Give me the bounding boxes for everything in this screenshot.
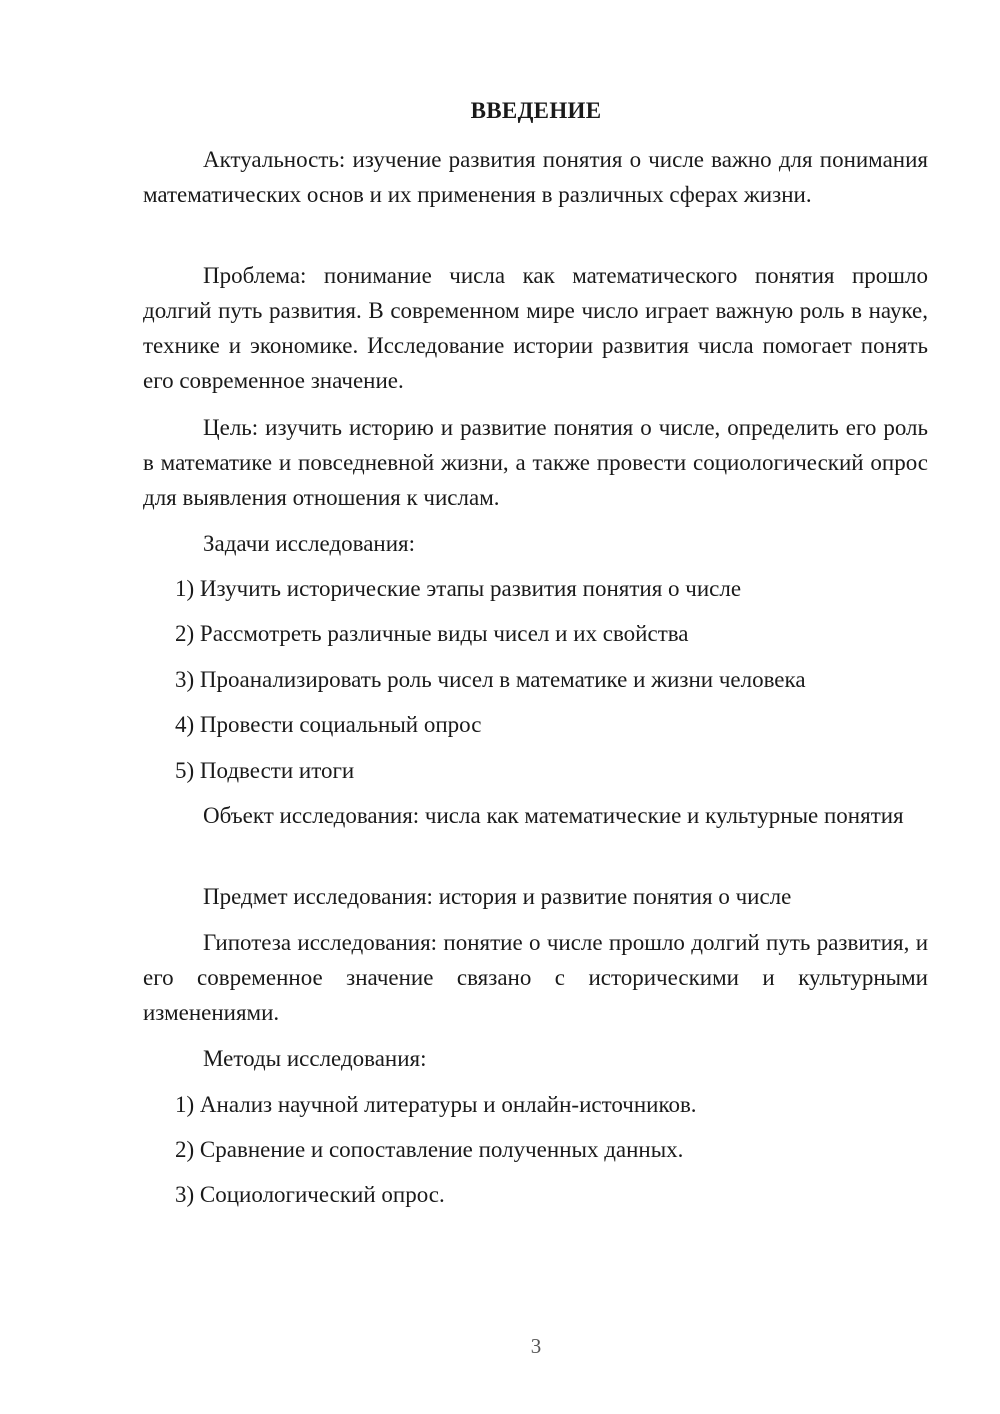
tasks-list (143, 571, 928, 606)
list-item: 4) Провести социальный опрос (175, 712, 482, 737)
methods-section (143, 1041, 928, 1076)
methods-list-row (143, 1132, 928, 1167)
goal-paragraph: Цель: изучить историю и развитие понятия о числе, определить его роль в математике и повседневной жизни, а также провести социологический опрос для выявления отношения к числам. (143, 415, 928, 510)
tasks-list-row (143, 616, 928, 651)
list-item: 3) Социологический опрос. (175, 1182, 445, 1207)
page-title: ВВЕДЕНИЕ (470, 98, 602, 123)
tasks-list-row (143, 753, 928, 788)
tasks-list-row (143, 707, 928, 742)
list-item: 1) Анализ научной литературы и онлайн-источников. (175, 1092, 697, 1117)
list-item: 2) Рассмотреть различные виды чисел и их свойства (175, 621, 689, 646)
hypothesis-paragraph: Гипотеза исследования: понятие о числе прошло долгий путь развития, и его современное значение связано с историческими и культурными изменениями. (143, 930, 928, 1025)
list-item: 5) Подвести итоги (175, 758, 355, 783)
methods-list-row (143, 1177, 928, 1212)
list-item: 3) Проанализировать роль чисел в математике и жизни человека (175, 667, 806, 692)
tasks-heading: Задачи исследования: (203, 531, 416, 556)
subject-section (143, 879, 928, 914)
relevance-paragraph: Актуальность: изучение развития понятия о числе важно для понимания математических основ и их применения в различных сферах жизни. (143, 147, 928, 207)
problem-section (143, 258, 928, 398)
relevance-section (143, 142, 928, 212)
tasks-list-row (143, 662, 928, 697)
object-section (143, 798, 928, 833)
methods-heading: Методы исследования: (203, 1046, 427, 1071)
tasks-section (143, 526, 928, 561)
object-paragraph: Объект исследования: числа как математические и культурные понятия (203, 803, 904, 828)
page-number: 3 (530, 1334, 542, 1358)
goal-section (143, 410, 928, 515)
list-item: 2) Сравнение и сопоставление полученных данных. (175, 1137, 684, 1162)
list-item: 1) Изучить исторические этапы развития понятия о числе (175, 576, 742, 601)
problem-paragraph: Проблема: понимание числа как математического понятия прошло долгий путь развития. В современном мире число играет важную роль в науке, технике и экономике. Исследование истории развития числа помогает понять его современное значение. (143, 263, 928, 393)
methods-list-row (143, 1087, 928, 1122)
subject-paragraph: Предмет исследования: история и развитие понятия о числе (203, 884, 792, 909)
hypothesis-section (143, 925, 928, 1030)
